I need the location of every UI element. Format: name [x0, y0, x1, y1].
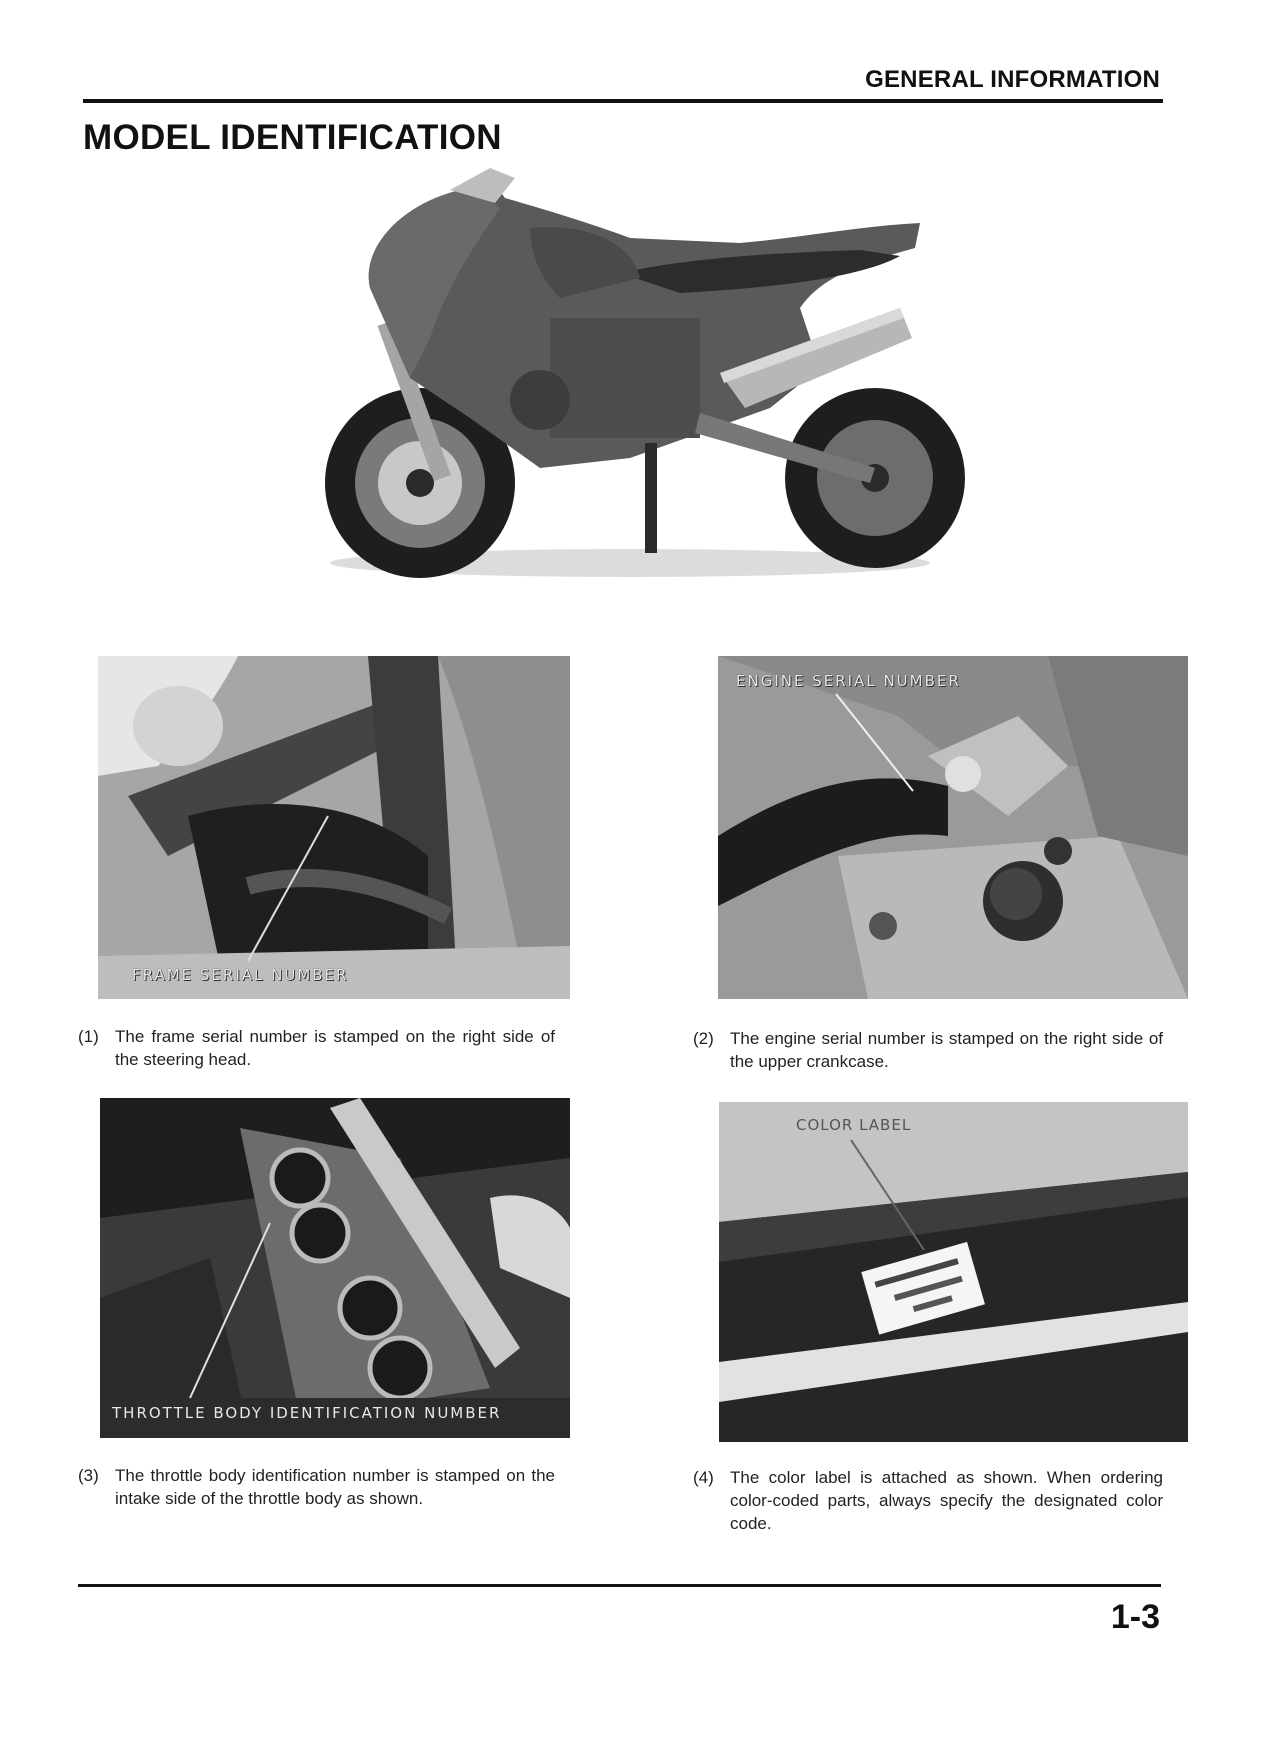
caption-3-text: The throttle body identification number is stamped on the intake side of the throttle body as shown.: [115, 1466, 555, 1508]
throttle-body-photo: [100, 1098, 570, 1438]
engine-serial-label: ENGINE SERIAL NUMBER: [736, 672, 961, 690]
caption-4-text: The color label is attached as shown. When ordering color-coded parts, always specify the designated color code.: [730, 1468, 1163, 1533]
caption-3: [78, 1464, 560, 1536]
footer-rule: [78, 1584, 1161, 1587]
caption-1-text: The frame serial number is stamped on the right side of the steering head.: [115, 1027, 555, 1069]
color-label-photo: [719, 1102, 1188, 1442]
caption-2-number: (2): [693, 1029, 714, 1048]
color-label-label: COLOR LABEL: [796, 1116, 912, 1134]
page-number: 1-3: [1110, 1598, 1160, 1636]
engine-serial-photo: [718, 656, 1188, 999]
motorcycle-photo: [300, 168, 1020, 588]
motorcycle-icon: [300, 168, 1020, 588]
caption-1: [78, 1025, 560, 1073]
frame-serial-photo: [98, 656, 570, 999]
caption-2-text: The engine serial number is stamped on the right side of the upper crankcase.: [730, 1029, 1163, 1071]
section-header: GENERAL INFORMATION: [865, 66, 1160, 93]
caption-4-number: (4): [693, 1468, 714, 1487]
caption-2: [693, 1027, 1163, 1075]
caption-4: [693, 1466, 1163, 1538]
caption-1-number: (1): [78, 1027, 99, 1046]
page-title: MODEL IDENTIFICATION: [83, 118, 502, 157]
frame-serial-label: FRAME SERIAL NUMBER: [132, 966, 349, 984]
caption-3-number: (3): [78, 1466, 99, 1485]
throttle-body-label: THROTTLE BODY IDENTIFICATION NUMBER: [112, 1404, 502, 1422]
header-rule: [83, 99, 1163, 103]
